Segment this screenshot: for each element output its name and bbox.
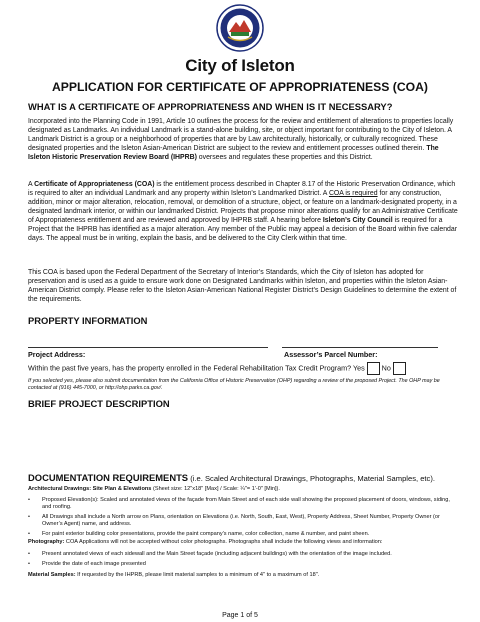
no-label: No bbox=[381, 363, 391, 373]
parcel-number-label: Assessor’s Parcel Number: bbox=[284, 350, 378, 359]
tax-credit-question bbox=[28, 362, 408, 375]
list-item-text: All Drawings shall include a North arrow on Plans, orientation on Elevations (i.e. North, South, East, West), Property Address, Sheet Number, Property Owner (or Owner’s Agent) name, and address. bbox=[42, 514, 440, 528]
coa-term: Certificate of Appropriateness (COA) bbox=[34, 181, 155, 188]
photography-requirement bbox=[28, 539, 458, 546]
drawings-label: Architectural Drawings: Site Plan & Elevations bbox=[28, 486, 152, 492]
materials-text: If requested by the IHPRB, please limit material samples to a minimum of 4" to a maximum of 18". bbox=[75, 572, 320, 578]
parcel-number-field[interactable] bbox=[282, 347, 438, 348]
intro-paragraph bbox=[28, 117, 458, 162]
section-heading-documentation bbox=[28, 472, 435, 483]
list-item-text: For paint exterior building color presentations, provide the paint company’s name, color collection, name & number, and paint sheen. bbox=[42, 531, 370, 537]
project-address-field[interactable] bbox=[28, 347, 268, 348]
no-checkbox[interactable] bbox=[393, 362, 406, 375]
materials-label: Material Samples: bbox=[28, 572, 76, 578]
coa-text-c: is the entitlement process described in Chapter 8.17 of the Historic Preservation Ordinance, which is required to alter an individual Landmark and any property within Isleton’s Landmarked District. A bbox=[28, 181, 456, 198]
photography-label: Photography: bbox=[28, 539, 65, 545]
application-title: APPLICATION FOR CERTIFICATE OF APPROPRIATENESS (COA) bbox=[51, 80, 428, 94]
documentation-heading-sub: (i.e. Scaled Architectural Drawings, Photographs, Material Samples, etc). bbox=[188, 474, 435, 483]
city-name: City of Isleton bbox=[185, 56, 295, 75]
drawings-requirement bbox=[28, 486, 458, 493]
section-heading-what: WHAT IS A CERTIFICATE OF APPROPRIATENESS AND WHEN IS IT NECESSARY? bbox=[28, 101, 393, 112]
list-item: • Proposed Elevation(s): Scaled and annotated views of the façade from Main Street and of each side wall showing the proposed placement of doors, windows, siding, and roofing. bbox=[28, 497, 458, 511]
list-item-text: Provide the date of each image presented bbox=[42, 561, 146, 567]
photography-text: COA Applications will not be accepted without color photographs. Photographs shall include the following views and information: bbox=[64, 539, 383, 545]
list-item: • Provide the date of each image presented bbox=[28, 561, 458, 568]
project-address-label: Project Address: bbox=[28, 350, 86, 359]
drawings-spec: (Sheet size: 12"x18" [Max] / Scale: ¼"= 1'-0" [Min]). bbox=[151, 486, 280, 492]
list-item-text: Proposed Elevation(s): Scaled and annotated views of the façade from Main Street and of each side wall showing the proposed placement of doors, windows, siding, and roofing. bbox=[42, 497, 450, 511]
standards-paragraph: This COA is based upon the Federal Department of the Secretary of Interior’s Standards, which the City of Isleton has adopted for preservation and is used as a guide to ensure work done on Designated Landmarks within Isleton, and properties within the Isleton Asian-American District comply. Please refer to the Isleton Asian-American National Register District’s Design Guidelines to determine the extent of the requirements. bbox=[28, 269, 457, 304]
intro-text: Incorporated into the Planning Code in 1991, Article 10 outlines the process for the review and entitlement of alterations to properties locally designated as Landmarks. An individual Landmark is a stand-alone building, site, or object important for contributing to the City of Isleton. A Landmark District is a group or a neighborhood of properties that are by Law architecturally, historically, or culturally recognized. These designated properties and the Isleton Asian-American District are subject to the review and entitlement processes outlined therein. bbox=[28, 118, 454, 153]
coa-text-d: for any construction, addition, minor or major alteration, relocation, removal, or demolition of a structure, object, or feature on a landmark-designated property, in a designated landmark interior, or within our landmarked District. Projects that propose minor alterations qualify for an Administrative Certificate of Appropriateness entitlement and are reviewed and approved by IHPRB staff. A hearing before bbox=[28, 190, 458, 225]
ohp-note: If you selected yes, please also submit documentation from the California Office of Historic Preservation (OHP) regarding a review of the proposed Project. The OHP may be contacted at (916) 445-7000, or http://ohp.parks.ca.gov/. bbox=[28, 378, 440, 391]
city-council: Isleton’s City Council bbox=[322, 217, 393, 225]
list-item: • For paint exterior building color presentations, provide the paint company’s name, color collection, name & number, and paint sheen. bbox=[28, 531, 458, 538]
list-item: • Present annotated views of each sidewall and the Main Street façade (including adjacent buildings) with the orientation of the image included. bbox=[28, 551, 458, 558]
section-heading-property: PROPERTY INFORMATION bbox=[28, 315, 148, 326]
tax-credit-text: Within the past five years, has the property enrolled in the Federal Rehabilitation Tax Credit Program? Yes bbox=[28, 363, 365, 373]
intro-end: oversees and regulates these properties and this District. bbox=[196, 154, 373, 162]
documentation-heading-text: DOCUMENTATION REQUIREMENTS bbox=[28, 472, 189, 483]
coa-paragraph bbox=[28, 180, 458, 243]
page-number: Page 1 of 5 bbox=[222, 612, 258, 619]
brief-description-area[interactable] bbox=[28, 412, 458, 464]
coa-text-e: is required for a Project that the IHPRB has identified as a major alteration. Any member of the Public may appeal a decision of the Board within five calendar days. The appeal must be in writing, explain the basis, and be delivered to the City Clerk within that time. bbox=[28, 217, 457, 243]
coa-text-a: A bbox=[28, 181, 35, 188]
yes-checkbox[interactable] bbox=[367, 362, 380, 375]
list-item-text: Present annotated views of each sidewall and the Main Street façade (including adjacent buildings) with the orientation of the image included. bbox=[42, 551, 392, 557]
city-seal-icon bbox=[216, 4, 264, 52]
ihprb-name: The Isleton Historic Preservation Review Board (IHPRB) bbox=[28, 145, 439, 162]
section-heading-brief: BRIEF PROJECT DESCRIPTION bbox=[28, 398, 170, 409]
materials-requirement bbox=[28, 572, 458, 579]
coa-required: COA is required bbox=[328, 190, 378, 198]
list-item: • All Drawings shall include a North arrow on Plans, orientation on Elevations (i.e. North, South, East, West), Property Address, Sheet Number, Property Owner (or Owner’s Agent) name, and address. bbox=[28, 514, 458, 528]
